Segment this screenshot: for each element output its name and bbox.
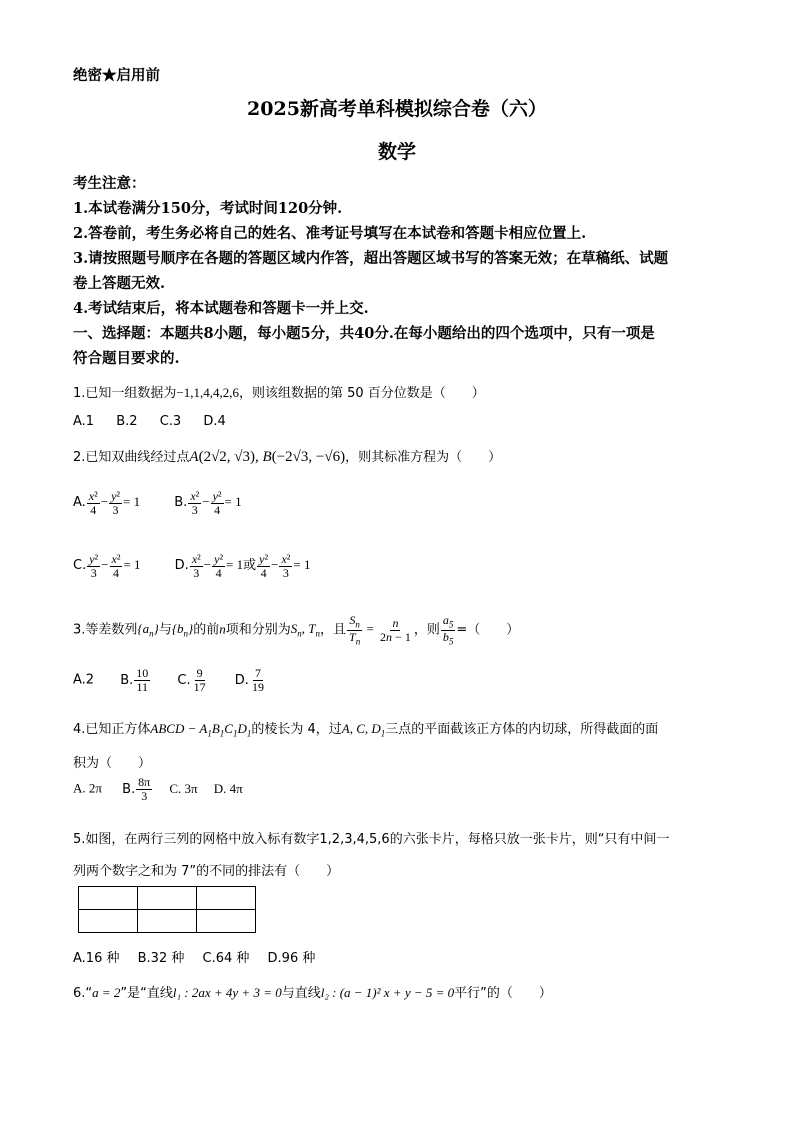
notice-item: 3.请按照题号顺序在各题的答题区域内作答，超出答题区域书写的答案无效；在草稿纸、试题	[73, 250, 669, 267]
q1-options	[73, 414, 226, 429]
card-grid	[78, 886, 256, 933]
subject-title: 数学	[377, 141, 416, 163]
grid-cell	[79, 887, 138, 910]
q3-option-d-label: D.	[234, 672, 249, 688]
notice-item: 2.答卷前，考生务必将自己的姓名、准考证号填写在本试卷和答题卡相应位置上.	[73, 225, 587, 242]
q2-option-d-label: D.	[174, 558, 189, 574]
question-1	[73, 382, 485, 401]
q5-options	[73, 947, 315, 966]
q3-text: 的前	[193, 622, 220, 638]
q4-option-c: C. 3π	[169, 780, 198, 796]
q6-condition: a = 2	[92, 985, 121, 1000]
q6-text: ”是“直线	[120, 986, 173, 1001]
q6-suffix: 平行”的（ ）	[454, 986, 552, 1001]
notice-item: 4.考试结束后，将本试题卷和答题卡一并上交.	[73, 300, 369, 317]
q4-option-d: D. 4π	[213, 780, 243, 796]
q5-option-a: A.16 种	[73, 951, 120, 966]
q1-option-b: B.2	[116, 414, 138, 429]
q5-option-b: B.32 种	[137, 951, 185, 966]
q3-option-c-label: C.	[177, 672, 191, 688]
q1-option-d: D.4	[203, 414, 226, 429]
question-4-cont: 积为（ ）	[73, 756, 152, 771]
notice-item: 卷上答题无效.	[73, 275, 166, 292]
question-5: 5.如图，在两行三列的网格中放入标有数字1,2,3,4,5,6的六张卡片，每格只放一张卡片，则“只有中间一	[73, 832, 670, 847]
equals-one: = 1	[224, 494, 242, 510]
q4-options: A. 2π B. $\frac{8\pi}{3}$ C. 3π D. 4π	[73, 775, 243, 803]
section-heading: 一、选择题：本题共8小题，每小题5分，共40分.在每小题给出的四个选项中，只有一项是	[73, 325, 655, 342]
exam-title: 2025新高考单科模拟综合卷（六）	[247, 98, 547, 120]
notice-item: 1.本试卷满分150分，考试时间120分钟.	[73, 200, 343, 217]
q3-option-a: A.2	[73, 672, 95, 688]
q3-text: ，则	[413, 622, 440, 638]
q3-text: 项和分别为	[225, 622, 291, 638]
question-6	[73, 982, 552, 1001]
q6-line1-eq: l₁ : 2ax + 4y + 3 = 0	[172, 985, 282, 1000]
q1-option-c: C.3	[159, 414, 182, 429]
equals-one: = 1	[226, 557, 244, 573]
q4-text: 的棱长为 4，过	[251, 722, 342, 737]
q6-text: 与直线	[281, 986, 321, 1001]
q2-options-row2: C. $\frac{\text{y²}}{3}$ − $\frac{\text{x²}}{4}$ = 1 D. $\frac{\text{x²}}{3}$ − $\frac{\text{y²}}{4}$ = 1或 $\frac{\text{y²}}{4}$ − $\frac{\text{x²}}{3}$ = 1	[73, 552, 311, 580]
q5-option-d: D.96 种	[267, 951, 316, 966]
grid-cell	[79, 910, 138, 933]
q3-suffix: =（ ）	[456, 622, 520, 638]
q6-text: 6.“	[73, 986, 93, 1001]
q1-data: −1,1,4,4,2,6	[176, 385, 239, 400]
q1-prefix: 1.已知一组数据为	[73, 386, 177, 401]
q3-options: A.2 B. $\frac{10}{11}$ C. $\frac{9}{17}$ D. $\frac{7}{19}$	[73, 666, 264, 694]
q3-text: 与	[158, 622, 172, 638]
question-4: 4.已知正方体ABCD − $A_1B_1C_1D_1$的棱长为 4，过A, C, $D_1$三点的平面截该正方体的内切球，所得截面的面	[73, 721, 659, 739]
equals-one: = 1	[123, 557, 141, 573]
grid-cell	[197, 887, 256, 910]
grid-cell	[197, 910, 256, 933]
question-3: 3.等差数列$\{a_n\}$与$\{b_n\}$的前n项和分别为$S_n$, $T_n$，且 $\frac{S_n}{T_n}$ = $\frac{n}{2n - 1}$ ，则 $\frac{a_5}{b_5}$ =（ ）	[73, 613, 520, 647]
q2-option-c-label: C.	[73, 558, 87, 574]
secret-label: 绝密★启用前	[73, 67, 160, 84]
equals-one: = 1	[293, 557, 311, 573]
q2-prefix: 2.已知双曲线经过点	[73, 450, 190, 465]
question-5-cont: 列两个数字之和为 7”的不同的排法有（ ）	[73, 864, 340, 879]
grid-cell	[138, 910, 197, 933]
q4-text: 4.已知正方体	[73, 722, 151, 737]
q5-option-c: C.64 种	[202, 951, 250, 966]
q2-options-row1: A. $\frac{\text{x²}}{4}$ − $\frac{\text{y²}}{3}$ = 1 B. $\frac{\text{x²}}{3}$ − $\frac{\text{y²}}{4}$ = 1	[73, 489, 242, 517]
section-heading-cont: 符合题目要求的.	[73, 350, 180, 367]
q3-option-b-label: B.	[120, 672, 134, 688]
q4-option-a: A. 2π	[73, 780, 102, 796]
q1-option-a: A.1	[73, 414, 95, 429]
q2-option-b-label: B.	[174, 495, 188, 511]
q3-text: ，且	[320, 622, 347, 638]
q4-text: 三点的平面截该正方体的内切球，所得截面的面	[385, 722, 659, 737]
q1-suffix: ，则该组数据的第 50 百分位数是（ ）	[239, 386, 485, 401]
q2-suffix: ，则其标准方程为（ ）	[345, 450, 502, 465]
q3-prefix: 3.等差数列	[73, 622, 138, 638]
equals-one: = 1	[123, 494, 141, 510]
notice-heading: 考生注意：	[73, 175, 146, 192]
q4-option-b-label: B.	[122, 781, 136, 797]
grid-cell	[138, 887, 197, 910]
q6-line2-eq: l₂ : (a − 1)² x + y − 5 = 0	[320, 985, 455, 1000]
q2-option-a-label: A.	[73, 495, 86, 511]
or-word: 或	[243, 558, 257, 574]
question-2: 2.已知双曲线经过点A(2√2, √3), B(−2√3, −√6)，则其标准方程为（ ）	[73, 449, 502, 465]
